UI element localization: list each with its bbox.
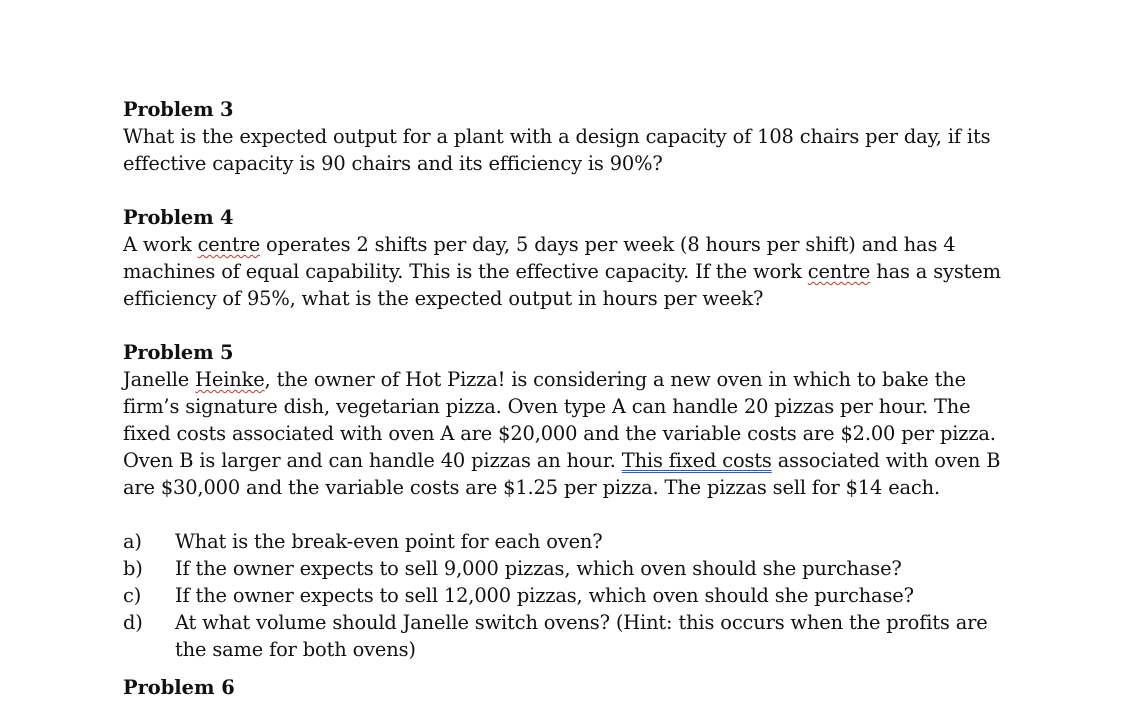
text-run: Janelle <box>123 368 196 391</box>
next-problem-title-cutoff: Problem 6 <box>123 676 235 699</box>
problem-4-text-line-2 <box>123 258 1023 285</box>
list-marker: b) <box>123 557 143 580</box>
list-marker: c) <box>123 584 142 607</box>
list-item <box>123 555 1023 582</box>
list-marker: d) <box>123 611 143 634</box>
problem-5-text-line-4 <box>123 447 1023 474</box>
paragraph-gap <box>123 312 1023 339</box>
text-run: Oven B is larger and can handle 40 pizzas an hour. <box>123 449 622 472</box>
text-run: operates 2 shifts per day, 5 days per week (8 hours per shift) and has 4 <box>260 233 956 256</box>
problem-5-text-line-3: fixed costs associated with oven A are $20,000 and the variable costs are $2.00 per pizza. <box>123 422 996 445</box>
problem-4-text-line-1 <box>123 231 1023 258</box>
list-item <box>123 582 1023 609</box>
paragraph-gap <box>123 501 1023 528</box>
problem-4 <box>123 204 1023 312</box>
question-list <box>123 528 1023 663</box>
list-item-text: If the owner expects to sell 12,000 pizzas, which oven should she purchase? <box>175 584 914 607</box>
problem-5-text-line-2: firm’s signature dish, vegetarian pizza. Oven type A can handle 20 pizzas per hour. The <box>123 395 971 418</box>
text-run: , the owner of Hot Pizza! is considering a new oven in which to bake the <box>264 368 966 391</box>
spelling-flagged-word[interactable]: centre <box>807 260 871 283</box>
list-item-text-continued: the same for both ovens) <box>175 638 416 661</box>
list-item <box>123 609 1023 663</box>
list-item-text: If the owner expects to sell 9,000 pizzas, which oven should she purchase? <box>175 557 902 580</box>
problem-5 <box>123 339 1023 501</box>
problem-3-title: Problem 3 <box>123 98 234 121</box>
list-item-text: At what volume should Janelle switch ovens? (Hint: this occurs when the profits are <box>175 611 988 634</box>
paragraph-gap <box>123 177 1023 204</box>
problem-5-text-line-1 <box>123 366 1023 393</box>
list-marker: a) <box>123 530 142 553</box>
problem-4-text-line-3: efficiency of 95%, what is the expected output in hours per week? <box>123 287 764 310</box>
spelling-flagged-word[interactable]: centre <box>197 233 261 256</box>
text-run: has a system <box>870 260 1001 283</box>
grammar-flagged-phrase[interactable]: This fixed costs <box>621 449 772 472</box>
problem-3-text-line-2: effective capacity is 90 chairs and its efficiency is 90%? <box>123 152 663 175</box>
problem-5-title: Problem 5 <box>123 341 234 364</box>
text-run: associated with oven B <box>771 449 1001 472</box>
problem-5-text-line-5: are $30,000 and the variable costs are $1.25 per pizza. The pizzas sell for $14 each. <box>123 476 940 499</box>
problem-3 <box>123 96 1023 177</box>
list-item <box>123 528 1023 555</box>
document-body <box>123 96 1023 663</box>
spelling-flagged-word[interactable]: Heinke <box>195 368 265 391</box>
list-item-text: What is the break-even point for each oven? <box>175 530 603 553</box>
problem-4-title: Problem 4 <box>123 206 234 229</box>
problem-3-text-line-1: What is the expected output for a plant with a design capacity of 108 chairs per day, if its <box>123 125 991 148</box>
text-run: machines of equal capability. This is the effective capacity. If the work <box>123 260 808 283</box>
text-run: A work <box>123 233 198 256</box>
